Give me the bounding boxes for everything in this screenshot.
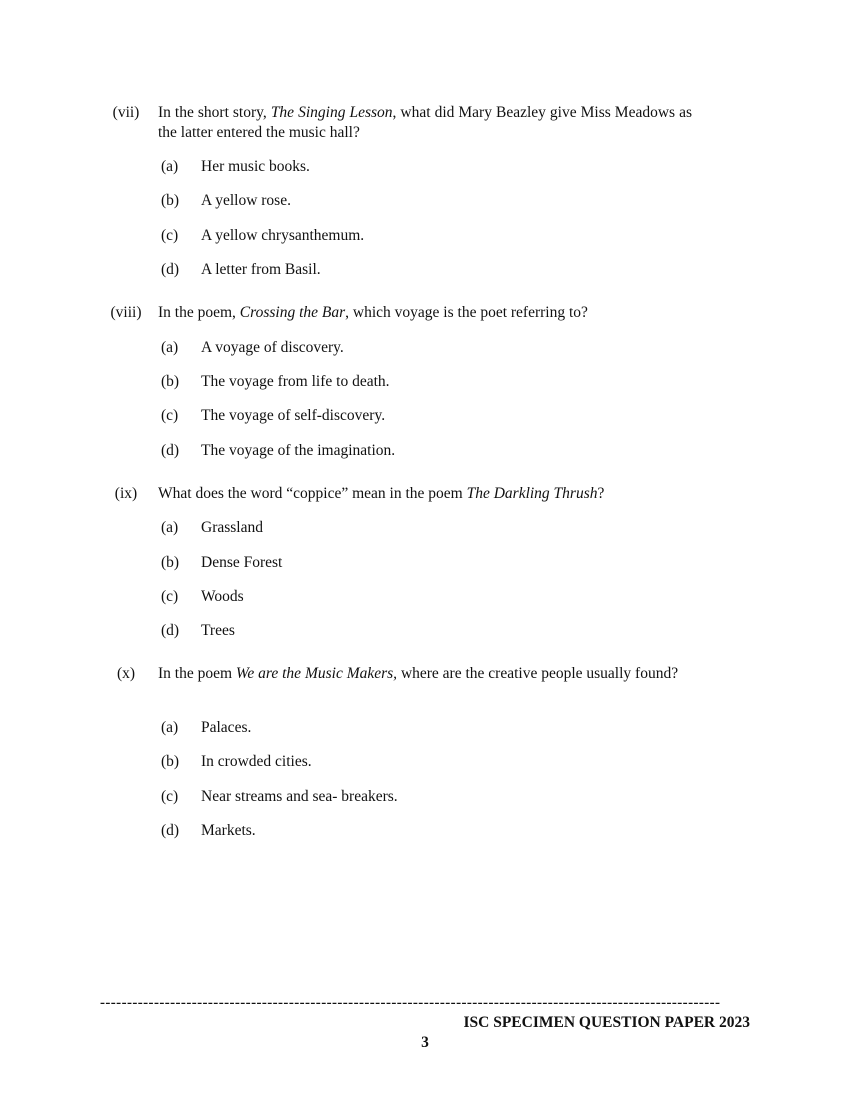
option-label: (b) <box>161 753 180 770</box>
option-d <box>161 621 661 641</box>
footer-dashed-rule: ------------------------------------------------------------------------------------------------------------------- <box>100 995 721 1011</box>
option-c <box>161 587 661 607</box>
question-title-italic: Crossing the Bar <box>239 304 346 321</box>
question-text <box>158 664 692 684</box>
question-number: (ix) <box>114 485 138 502</box>
question-text-trail: , what did Mary Beazley give Miss Meadows as the latter entered the music hall? <box>158 104 692 141</box>
question-text <box>158 484 692 504</box>
question-number: (x) <box>116 665 136 682</box>
option-text: Near streams and sea- breakers. <box>201 788 398 805</box>
option-text: The voyage from life to death. <box>201 373 390 390</box>
option-text: A yellow rose. <box>201 192 291 209</box>
option-b <box>161 553 661 573</box>
option-text: The voyage of self-discovery. <box>201 407 386 424</box>
option-text: Grassland <box>201 519 263 536</box>
question-text-lead: In the short story, <box>158 104 267 121</box>
option-d <box>161 441 661 461</box>
question-title-italic: The Singing Lesson <box>270 104 393 121</box>
option-a <box>161 718 661 738</box>
option-b <box>161 191 661 211</box>
option-b <box>161 372 661 392</box>
option-label: (b) <box>161 192 180 209</box>
option-c <box>161 406 661 426</box>
option-label: (c) <box>161 407 179 424</box>
question-text-trail: , which voyage is the poet referring to? <box>345 304 588 321</box>
option-text: A letter from Basil. <box>201 261 321 278</box>
option-c <box>161 787 661 807</box>
option-text: Woods <box>201 588 244 605</box>
question-text-lead: In the poem, <box>158 304 236 321</box>
option-label: (b) <box>161 373 180 390</box>
option-b <box>161 752 661 772</box>
page-number: 3 <box>421 1034 429 1051</box>
option-c <box>161 226 661 246</box>
option-d <box>161 260 661 280</box>
question-text <box>158 103 692 143</box>
option-a <box>161 518 661 538</box>
question-text-lead: What does the word “coppice” mean in the poem <box>158 485 463 502</box>
option-text: In crowded cities. <box>201 753 312 770</box>
option-label: (c) <box>161 588 179 605</box>
option-a <box>161 338 661 358</box>
question-text-trail: ? <box>597 485 605 502</box>
option-text: Palaces. <box>201 719 252 736</box>
question-text <box>158 303 692 323</box>
question-number: (vii) <box>112 104 140 121</box>
option-a <box>161 157 661 177</box>
option-label: (d) <box>161 442 180 459</box>
option-label: (a) <box>161 339 179 356</box>
option-label: (c) <box>161 788 179 805</box>
option-label: (a) <box>161 719 179 736</box>
footer-title: ISC SPECIMEN QUESTION PAPER 2023 <box>463 1014 750 1031</box>
option-label: (d) <box>161 822 180 839</box>
option-text: A voyage of discovery. <box>201 339 344 356</box>
question-title-italic: The Darkling Thrush <box>466 485 598 502</box>
question-text-trail: where are the creative people usually found? <box>400 665 679 682</box>
option-text: Her music books. <box>201 158 310 175</box>
question-title-italic: We are the Music Makers, <box>235 665 398 682</box>
option-label: (d) <box>161 261 180 278</box>
option-text: Dense Forest <box>201 554 283 571</box>
question-text-lead: In the poem <box>158 665 233 682</box>
option-label: (d) <box>161 622 180 639</box>
option-text: A yellow chrysanthemum. <box>201 227 365 244</box>
question-number: (viii) <box>110 304 142 321</box>
option-label: (c) <box>161 227 179 244</box>
option-d <box>161 821 661 841</box>
option-text: Trees <box>201 622 235 639</box>
option-label: (a) <box>161 519 179 536</box>
option-label: (b) <box>161 554 180 571</box>
option-text: The voyage of the imagination. <box>201 442 396 459</box>
option-text: Markets. <box>201 822 256 839</box>
option-label: (a) <box>161 158 179 175</box>
